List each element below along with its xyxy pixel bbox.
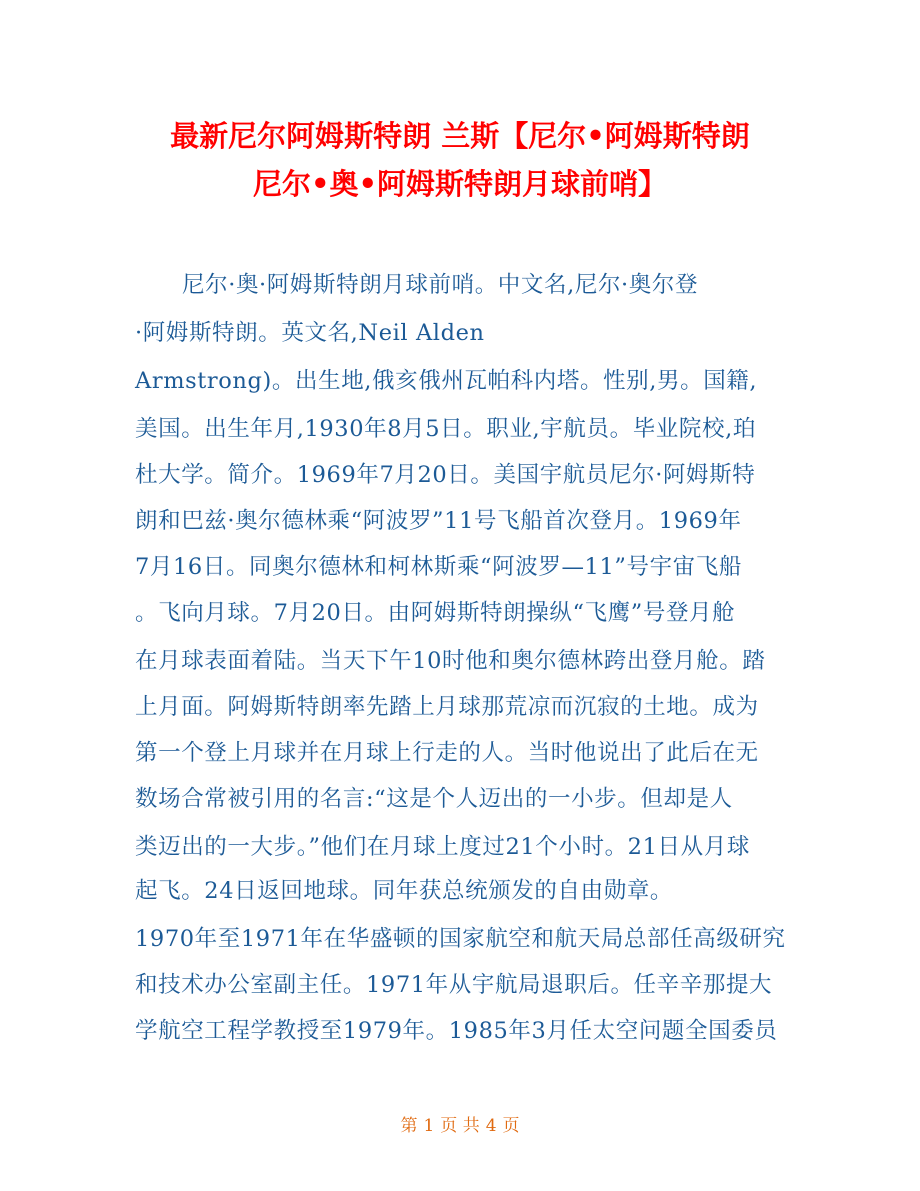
footer-suffix: 页 <box>502 1116 520 1136</box>
document-title-line-2: 尼尔•奥•阿姆斯特朗月球前哨】 <box>252 167 668 201</box>
body-text-line: 类迈出的一大步。”他们在月球上度过21个小时。21日从月球 <box>135 834 750 860</box>
body-text-line: 学航空工程学教授至1979年。1985年3月任太空问题全国委员 <box>135 1018 778 1044</box>
body-text-line: 朗和巴兹·奥尔德林乘“阿波罗”11号飞船首次登月。1969年 <box>135 508 742 534</box>
body-text-line: 杜大学。简介。1969年7月20日。美国宇航员尼尔·阿姆斯特 <box>135 462 756 488</box>
body-text-line: 数场合常被引用的名言:“这是个人迈出的一小步。但却是人 <box>135 786 733 812</box>
body-text-line: ·阿姆斯特朗。英文名,Neil Alden <box>135 320 485 346</box>
document-title-line-1: 最新尼尔阿姆斯特朗 兰斯【尼尔•阿姆斯特朗 <box>170 119 750 153</box>
body-text-line: 7月16日。同奥尔德林和柯林斯乘“阿波罗—11”号宇宙飞船 <box>135 554 742 580</box>
body-text-line: 上月面。阿姆斯特朗率先踏上月球那荒凉而沉寂的土地。成为 <box>135 694 759 720</box>
body-text-line: 起飞。24日返回地球。同年获总统颁发的自由勋章。 <box>135 878 674 904</box>
current-page-number: 1 <box>423 1116 435 1136</box>
body-text-line: 在月球表面着陆。当天下午10时他和奥尔德林跨出登月舱。踏 <box>135 648 766 674</box>
footer-middle: 页 共 <box>440 1116 480 1136</box>
body-text-line: 尼尔·奥·阿姆斯特朗月球前哨。中文名,尼尔·奥尔登 <box>182 272 699 298</box>
page-footer <box>0 1112 920 1140</box>
body-text-line: 1970年至1971年在华盛顿的国家航空和航天局总部任高级研究 <box>135 926 786 952</box>
body-text-line: 第一个登上月球并在月球上行走的人。当时他说出了此后在无 <box>135 740 759 766</box>
total-page-count: 4 <box>485 1116 497 1136</box>
body-text-line: 美国。出生年月,1930年8月5日。职业,宇航员。毕业院校,珀 <box>135 416 756 442</box>
body-text-line: 和技术办公室副主任。1971年从宇航局退职后。任辛辛那提大 <box>135 972 773 998</box>
body-text-line: 。飞向月球。7月20日。由阿姆斯特朗操纵“飞鹰”号登月舱 <box>135 600 736 626</box>
footer-prefix: 第 <box>400 1116 418 1136</box>
body-text-line: Armstrong)。出生地,俄亥俄州瓦帕科内塔。性别,男。国籍, <box>135 368 758 394</box>
